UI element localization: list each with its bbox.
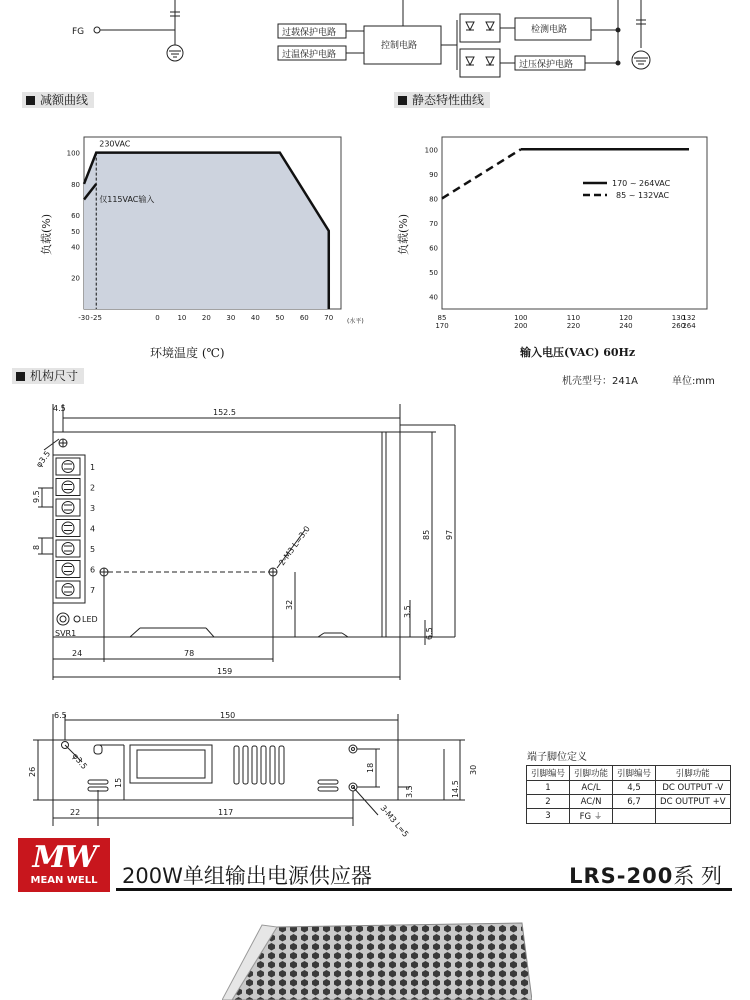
overload-label: 过载保护电路 (282, 28, 337, 38)
logo-mark: MW (32, 840, 96, 875)
series-title (569, 860, 722, 890)
static-x-tick-bottom: 240 (619, 322, 633, 330)
table-row (527, 781, 731, 795)
thread-2-m3: 2-M3 L=3.0 (277, 524, 312, 568)
case-top-surface (232, 923, 532, 1000)
static-xlabel: 输入电压(VAC) 60Hz (520, 346, 636, 359)
terminal-number: 5 (90, 545, 96, 554)
control-label: 控制电路 (381, 41, 418, 51)
pin-cell: DC OUTPUT -V (656, 781, 730, 795)
derating-x-tick: 60 (299, 314, 309, 322)
pin-header-cell: 引脚功能 (656, 766, 730, 781)
dim-24: 24 (72, 649, 83, 658)
dim-117: 117 (218, 808, 234, 817)
mean-well-logo (18, 838, 110, 892)
led-label: LED (82, 615, 98, 624)
derating-y-tick: 20 (71, 274, 80, 283)
section-static: 静态特性曲线 (394, 92, 490, 108)
dim-8: 8 (32, 544, 41, 550)
terminal-number: 1 (90, 463, 96, 472)
terminal-screw (56, 561, 80, 578)
terminal-screw (56, 458, 80, 475)
terminal-number: 4 (90, 524, 96, 534)
dim-26: 26 (28, 766, 37, 777)
fg-label: FG (72, 27, 85, 37)
static-y-tick: 40 (429, 293, 438, 302)
pin-cell: 2 (527, 795, 570, 809)
static-line-85-132 (442, 149, 521, 198)
table-row (527, 809, 731, 824)
pin-cell (613, 809, 656, 824)
derating-area (84, 153, 329, 309)
pin-header-cell: 引脚编号 (527, 766, 570, 781)
static-plot-frame (442, 137, 707, 309)
section-mechanical: 机构尺寸 (12, 368, 84, 384)
pin-cell: AC/N (570, 795, 613, 809)
pin-cell (656, 809, 730, 824)
derating-x-tick: 20 (201, 314, 211, 322)
table-row (527, 795, 731, 809)
case-model: 机壳型号：241A (562, 376, 638, 387)
derating-x-tick: 40 (250, 314, 260, 322)
dim-6-5-side: 6.5 (54, 711, 67, 720)
static-x-tick-top: 100 (514, 314, 528, 322)
mechanical-top-view (38, 404, 455, 680)
derating-x-tick: -25 (90, 314, 102, 322)
pin-cell: 3 (527, 809, 570, 824)
static-y-tick: 60 (429, 244, 438, 253)
dim-30: 30 (469, 764, 478, 775)
dim-150: 150 (220, 711, 236, 720)
static-x-tick-top: 120 (619, 314, 633, 322)
ovp-label: 过压保护电路 (519, 60, 574, 70)
series-model: LRS-200 (569, 864, 674, 888)
static-y-tick: 70 (429, 220, 438, 228)
terminal-number: 3 (90, 504, 96, 513)
terminal-number: 2 (90, 483, 96, 493)
static-x-tick-top: 132 (682, 314, 696, 322)
pin-cell: DC OUTPUT +V (656, 795, 730, 809)
static-y-tick: 90 (429, 170, 438, 179)
derating-x-tick: -30 (78, 314, 90, 322)
terminal-block (56, 458, 95, 598)
dim-159: 159 (217, 667, 233, 676)
dim-22: 22 (70, 808, 81, 817)
overtemp-label: 过温保护电路 (282, 50, 337, 60)
logo-name: MEAN WELL (30, 875, 98, 886)
terminal-screw (56, 479, 80, 496)
product-title: 200W单组输出电源供应器 (122, 864, 372, 888)
terminal-screw (56, 540, 80, 557)
section-derating: 减额曲线 (22, 92, 94, 108)
dim-14-5: 14.5 (451, 780, 460, 798)
static-x-tick-bottom: 260 (671, 322, 686, 330)
derating-x-tick: 30 (226, 314, 236, 322)
static-x-tick-top: 110 (566, 314, 581, 322)
dim-4-5: 4.5 (53, 404, 66, 413)
dim-9-5: 9.5 (32, 490, 41, 503)
derating-x-unit: (水平) (347, 318, 364, 325)
mechanical-side-view (33, 714, 465, 826)
svr1-label: SVR1 (55, 629, 77, 638)
pin-header-cell: 引脚编号 (613, 766, 656, 781)
unit-label: 单位:mm (672, 376, 715, 387)
dim-85: 85 (422, 529, 431, 540)
derating-ylabel: 负载(%) (40, 213, 53, 255)
dim-3-5-side: 3.5 (405, 785, 414, 798)
pin-cell: 4,5 (613, 781, 656, 795)
static-ylabel: 负载(%) (397, 213, 410, 255)
static-x-tick-bottom: 200 (514, 322, 528, 330)
thread-3-m3: 3-M3 L=5 (378, 803, 411, 839)
dim-15: 15 (114, 777, 123, 788)
series-suffix: 系 列 (673, 864, 722, 888)
dim-97: 97 (445, 529, 454, 540)
dim-32: 32 (285, 599, 294, 610)
product-photo (222, 915, 532, 1000)
derating-chart (39, 137, 364, 325)
pin-cell: FG ⏚ (570, 809, 613, 824)
terminal-screw (56, 581, 80, 598)
derating-x-tick: 50 (275, 314, 285, 322)
static-x-tick-top: 85 (437, 314, 447, 322)
terminal-number: 6 (90, 565, 96, 575)
derating-y-tick: 100 (66, 149, 80, 158)
legend-label-85-132: 85 ~ 132VAC (616, 191, 670, 200)
static-characteristic-chart (396, 137, 707, 330)
derating-y-tick: 80 (71, 180, 80, 189)
pin-cell: AC/L (570, 781, 613, 795)
dim-78: 78 (184, 649, 195, 658)
optocoupler-icons (466, 22, 494, 65)
derating-annotation-115vac: 仅115VAC输入 (99, 194, 155, 204)
dim-18: 18 (366, 762, 375, 773)
legend-label-170-264: 170 ~ 264VAC (612, 179, 671, 188)
static-x-tick-bottom: 170 (435, 322, 449, 330)
dim-phi-3-5-side: φ3.5 (70, 751, 89, 772)
static-x-tick-bottom: 220 (566, 322, 581, 330)
dim-152-5: 152.5 (213, 408, 236, 417)
pin-table-title: 端子脚位定义 (527, 752, 587, 763)
dim-phi-3-5: φ3.5 (34, 449, 53, 470)
pin-cell: 1 (527, 781, 570, 795)
dim-6-5: 6.5 (425, 627, 434, 640)
derating-annotation-230vac: 230VAC (99, 139, 131, 149)
terminal-screw (56, 520, 80, 537)
derating-x-tick: 70 (324, 314, 334, 322)
pin-cell: 6,7 (613, 795, 656, 809)
pin-table (526, 765, 731, 824)
static-x-tick-top: 130 (671, 314, 686, 322)
terminal-screw (56, 499, 80, 516)
static-y-tick: 80 (429, 195, 438, 204)
detect-label: 检测电路 (531, 25, 568, 35)
pin-table-header (527, 766, 731, 781)
terminal-number: 7 (90, 586, 96, 595)
derating-y-tick: 50 (71, 227, 80, 236)
derating-x-tick: 10 (177, 314, 187, 322)
derating-y-tick: 40 (71, 243, 80, 252)
pin-header-cell: 引脚功能 (570, 766, 613, 781)
derating-y-tick: 60 (71, 212, 80, 221)
static-y-tick: 50 (429, 269, 438, 278)
derating-x-tick: 0 (155, 314, 160, 322)
static-x-tick-bottom: 264 (682, 322, 696, 330)
dim-3-5: 3.5 (403, 605, 412, 618)
static-y-tick: 100 (424, 146, 438, 155)
derating-xlabel: 环境温度 (℃) (150, 346, 225, 360)
